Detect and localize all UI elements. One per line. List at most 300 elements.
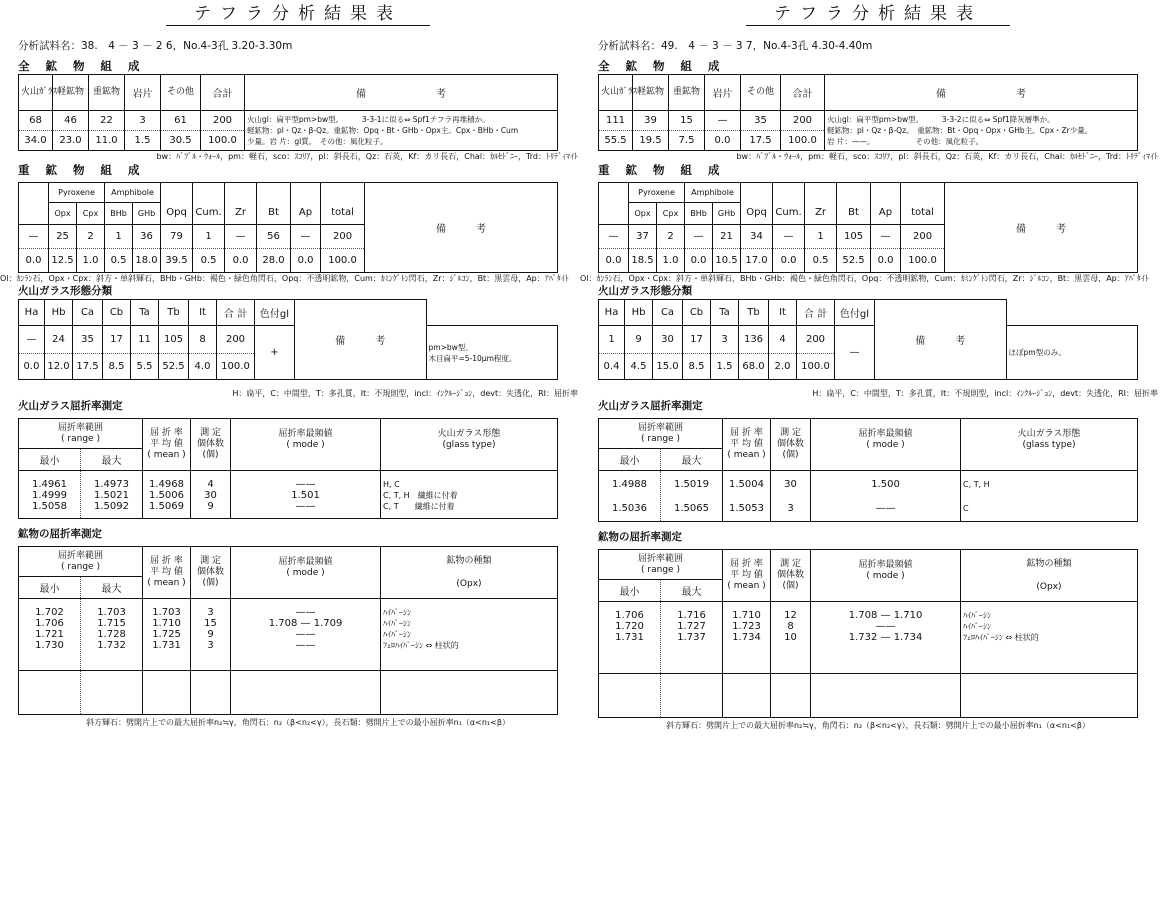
- glass-abbreviation-note: H：扁平，C：中間型，T：多孔質，It：不規則型，incl：ｲﾝｸﾙｰｼﾞｮﾝ，devt：失透化，RI：屈折率: [232, 389, 578, 398]
- value-cell: 1.5: [711, 354, 739, 380]
- empty-cell: [143, 671, 191, 715]
- mineral-ri-table: [598, 549, 1138, 718]
- range-en-label: ( range ): [61, 433, 100, 444]
- value-line: 1.725: [152, 629, 181, 640]
- type-values: [961, 602, 1138, 674]
- min-header: 最小: [599, 580, 661, 602]
- value-line: C, T 繊維に付着: [383, 502, 455, 511]
- header-cell: It: [769, 300, 797, 326]
- right-sheet: [580, 0, 1158, 919]
- value-line: 9: [207, 501, 214, 512]
- value-line: 9: [207, 629, 214, 640]
- footer-note: 斜方輝石：劈開片上での最大屈折率n₂≒γ，角閃石：n₂（β<n₂<γ），長石類：劈開片上での最小屈折率n₁（α<n₁<β）: [666, 721, 1090, 730]
- value-line: 1.732 — 1.734: [848, 632, 923, 643]
- value-line: 1.710: [152, 618, 181, 629]
- value-cell: 18.0: [133, 249, 161, 273]
- mean-values: [143, 471, 191, 519]
- sheet-title: テフラ分析結果表: [18, 4, 578, 26]
- value-line: 30: [204, 490, 217, 501]
- value-line: 1.716: [677, 610, 706, 621]
- value-cell: 46: [53, 111, 89, 131]
- value-cell: 0.5: [805, 249, 837, 273]
- mineral-type-sub: (Opx): [456, 578, 482, 589]
- header-cell: Ta: [131, 300, 159, 326]
- value-line: 10: [784, 632, 797, 643]
- remarks-cell: [245, 111, 558, 151]
- remark-line: 軽鉱物：pl・Qz・β-Qz。 重鉱物：Bt・Opq・Opx・GHb主。Cpx・Zr少量。: [827, 126, 1093, 135]
- value-line: 1.702: [35, 607, 64, 618]
- value-line: 1.708 — 1.709: [268, 618, 343, 629]
- value-line: 1.5036: [612, 503, 647, 514]
- mean-header: 屈 折 率 平 均 値 ( mean ): [723, 419, 771, 471]
- min-values: [599, 602, 661, 674]
- value-cell: 35: [73, 326, 103, 354]
- remark-line: 木目扁平=5-10μm程度。: [428, 353, 517, 363]
- value-line: 8: [787, 621, 794, 632]
- count-header: 測 定 個体数 (個): [771, 550, 811, 602]
- header-cell: total: [901, 183, 945, 225]
- value-line: 1.732: [97, 640, 126, 651]
- header-cell: total: [321, 183, 365, 225]
- value-cell: 22: [89, 111, 125, 131]
- glass-remarks-cell: [426, 326, 558, 380]
- value-line: 1.703: [152, 607, 181, 618]
- value-line: 1.706: [615, 610, 644, 621]
- glass-ri-table: [598, 418, 1138, 522]
- value-line: 1.730: [35, 640, 64, 651]
- value-line: 3: [207, 607, 214, 618]
- value-cell: 61: [161, 111, 201, 131]
- value-line: ——: [875, 503, 896, 514]
- value-cell: 19.5: [633, 131, 669, 151]
- header-cell: BHb: [685, 203, 713, 225]
- header-cell: 備 考: [945, 183, 1138, 273]
- header-cell: Hb: [45, 300, 73, 326]
- header-cell: Opq: [161, 183, 193, 225]
- header-cell: Cb: [103, 300, 131, 326]
- value-line: 1.4988: [612, 479, 647, 490]
- sample-name: 分析試料名：49. 4 － 3 － 3 7，No.4-3孔 4.30-4.40m: [598, 40, 873, 52]
- value-cell: 56: [257, 225, 291, 249]
- value-cell: 30: [653, 326, 683, 354]
- max-values: [81, 599, 143, 671]
- type-values: [381, 471, 558, 519]
- glass-abbreviation-note: H：扁平，C：中間型，T：多孔質，It：不規則型，incl：ｲﾝｸﾙｰｼﾞｮﾝ，devt：失透化，RI：屈折率: [812, 389, 1158, 398]
- value-line: C: [963, 504, 969, 513]
- range-en-label: ( range ): [61, 561, 100, 572]
- min-header: 最小: [19, 577, 81, 599]
- min-header: 最小: [19, 449, 81, 471]
- range-label: 屈折率範囲: [58, 422, 104, 433]
- header-cell: Tb: [739, 300, 769, 326]
- header-cell: Hb: [625, 300, 653, 326]
- count-header: 測 定 個体数 (個): [191, 419, 231, 471]
- header-cell: Ca: [653, 300, 683, 326]
- header-cell: 合 計: [797, 300, 835, 326]
- value-line: 1.721: [35, 629, 64, 640]
- value-cell: 12.5: [49, 249, 77, 273]
- header-cell: 備 考: [875, 300, 1007, 380]
- glass-ri-section-title: 火山ガラス屈折率測定: [598, 400, 703, 412]
- mode-header: 屈折率最頻値 ( mode ): [811, 419, 961, 471]
- value-cell: —: [291, 225, 321, 249]
- value-cell: 0.5: [105, 249, 133, 273]
- value-line: ﾊｲﾊﾟｰｼﾝ: [383, 608, 412, 617]
- header-cell: 岩片: [125, 75, 161, 111]
- value-cell: 200: [321, 225, 365, 249]
- range-header: [19, 547, 143, 577]
- header-cell: Cum.: [773, 183, 805, 225]
- value-line: 1.5021: [94, 490, 129, 501]
- value-line: 1.727: [677, 621, 706, 632]
- header-cell: 火山ｶﾞﾗｽ: [19, 75, 53, 111]
- value-cell: 36: [133, 225, 161, 249]
- value-line: 1.5069: [149, 501, 185, 512]
- header-cell: Ha: [19, 300, 45, 326]
- value-cell: 11: [131, 326, 159, 354]
- value-line: 1.728: [97, 629, 126, 640]
- total-mineral-section-title: 全 鉱 物 組 成: [18, 59, 146, 73]
- mode-values: [231, 599, 381, 671]
- value-cell: 111: [599, 111, 633, 131]
- value-cell: 1: [105, 225, 133, 249]
- value-cell: 0.0: [291, 249, 321, 273]
- value-cell: —: [705, 111, 741, 131]
- total-mineral-table: [18, 74, 558, 151]
- value-line: ——: [295, 501, 316, 512]
- header-cell: 岩片: [705, 75, 741, 111]
- remarks-cell: [825, 111, 1138, 151]
- value-cell: —: [871, 225, 901, 249]
- value-line: 1.500: [871, 479, 900, 490]
- mineral-type-label: 鉱物の種類: [1026, 558, 1072, 569]
- max-values: [81, 471, 143, 519]
- value-line: 1.731: [615, 632, 644, 643]
- glass-ri-section-title: 火山ガラス屈折率測定: [18, 400, 123, 412]
- value-line: 4: [207, 479, 214, 490]
- value-line: 1.501: [291, 490, 320, 501]
- value-cell: 8: [189, 326, 217, 354]
- value-line: ——: [295, 629, 316, 640]
- mean-header: 屈 折 率 平 均 値 ( mean ): [723, 550, 771, 602]
- glass-type-header: 火山ガラス形態 (glass type): [961, 419, 1138, 471]
- value-cell: —: [685, 225, 713, 249]
- value-line: 1.703: [97, 607, 126, 618]
- value-cell: 0.0: [19, 354, 45, 380]
- value-cell: 3: [711, 326, 739, 354]
- count-values: [771, 602, 811, 674]
- range-header: [599, 550, 723, 580]
- value-line: ﾊｲﾊﾟｰｼﾝ: [963, 611, 992, 620]
- mode-values: [231, 471, 381, 519]
- value-cell: 17.0: [741, 249, 773, 273]
- min-header: 最小: [599, 449, 661, 471]
- value-cell: 23.0: [53, 131, 89, 151]
- value-cell: 0.0: [225, 249, 257, 273]
- value-line: 1.723: [732, 621, 761, 632]
- value-cell: 15.0: [653, 354, 683, 380]
- value-cell: 39.5: [161, 249, 193, 273]
- value-line: 1.731: [152, 640, 181, 651]
- value-cell: 200: [217, 326, 255, 354]
- value-cell: 79: [161, 225, 193, 249]
- value-cell: 37: [629, 225, 657, 249]
- value-cell: 1.0: [77, 249, 105, 273]
- value-line: C, T, H 繊維に付着: [383, 491, 458, 500]
- range-label: 屈折率範囲: [638, 553, 684, 564]
- value-line: H, C: [383, 480, 400, 489]
- empty-cell: [961, 674, 1138, 718]
- value-line: 1.4961: [32, 479, 67, 490]
- mean-header: 屈 折 率 平 均 値 ( mean ): [143, 547, 191, 599]
- header-cell: 重鉱物: [89, 75, 125, 111]
- value-cell: 39: [633, 111, 669, 131]
- mineral-type-header: [961, 550, 1138, 602]
- heavy-mineral-section-title: 重 鉱 物 組 成: [18, 163, 146, 177]
- mineral-type-label: 鉱物の種類: [446, 555, 492, 566]
- value-cell: 17.5: [741, 131, 781, 151]
- mode-header: 屈折率最頻値 ( mode ): [231, 419, 381, 471]
- remark-line: 火山gl：扁平型pm>bw型。 3-3-2に似る⇔ Spf1降灰層準か。: [827, 115, 1055, 124]
- value-cell: 28.0: [257, 249, 291, 273]
- value-cell: 0.4: [599, 354, 625, 380]
- value-cell: 0.5: [193, 249, 225, 273]
- glass-type-header: 火山ガラス形態 (glass type): [381, 419, 558, 471]
- header-cell: Bt: [257, 183, 291, 225]
- header-cell: Amphibole: [105, 183, 161, 203]
- value-cell: 1: [805, 225, 837, 249]
- total-mineral-table: [598, 74, 1138, 151]
- range-header: [599, 419, 723, 449]
- max-header: 最大: [661, 580, 723, 602]
- value-cell: —: [773, 225, 805, 249]
- header-cell: 火山ｶﾞﾗｽ: [599, 75, 633, 111]
- empty-cell: [191, 671, 231, 715]
- header-cell: 備 考: [365, 183, 558, 273]
- value-line: 1.715: [97, 618, 126, 629]
- value-cell: 34.0: [19, 131, 53, 151]
- value-cell: 0.0: [773, 249, 805, 273]
- empty-cell: [723, 674, 771, 718]
- value-cell: 0.0: [599, 249, 629, 273]
- empty-cell: [81, 671, 143, 715]
- glass-header-row: [599, 300, 1138, 326]
- header-cell: Cb: [683, 300, 711, 326]
- value-cell: 68.0: [739, 354, 769, 380]
- glass-ri-table: [18, 418, 558, 519]
- mean-values: [143, 599, 191, 671]
- value-line: 3: [207, 640, 214, 651]
- sheet-title: テフラ分析結果表: [598, 4, 1158, 26]
- count-values: [771, 471, 811, 522]
- glass-header-row: [19, 300, 558, 326]
- value-cell: 21: [713, 225, 741, 249]
- value-line: 1.708 — 1.710: [848, 610, 923, 621]
- abbreviation-note: bw：ﾊﾞﾌﾞﾙ・ｳｫｰﾙ，pm：軽石，sco：ｽｺﾘｱ，pl：斜長石，Qz：石英，Kf：カリ長石，Chal：ｶﾙｾﾄﾞﾆｰ，Trd：ﾄﾘﾃﾞｨﾏｲﾄ: [156, 152, 578, 161]
- header-cell: Ap: [291, 183, 321, 225]
- value-line: 1.737: [677, 632, 706, 643]
- heavy-mineral-table: [18, 182, 558, 273]
- value-cell: 9: [625, 326, 653, 354]
- value-cell: 0.0: [685, 249, 713, 273]
- empty-cell: [661, 674, 723, 718]
- colored-glass-cell: —: [835, 326, 875, 380]
- value-cell: 100.0: [201, 131, 245, 151]
- header-cell: Pyroxene: [49, 183, 105, 203]
- value-cell: 34: [741, 225, 773, 249]
- range-en-label: ( range ): [641, 433, 680, 444]
- header-cell: その他: [161, 75, 201, 111]
- value-line: 1.5053: [729, 503, 765, 514]
- glass-remarks-cell: [1006, 326, 1138, 380]
- header-cell: Cpx: [77, 203, 105, 225]
- value-cell: —: [225, 225, 257, 249]
- header-cell: 色付gl: [255, 300, 295, 326]
- colored-glass-cell: +: [255, 326, 295, 380]
- header-cell: 備 考: [245, 75, 558, 111]
- value-cell: 4: [769, 326, 797, 354]
- value-cell: 35: [741, 111, 781, 131]
- header-cell: Cpx: [657, 203, 685, 225]
- max-values: [661, 602, 723, 674]
- value-cell: 4.0: [189, 354, 217, 380]
- value-cell: 2.0: [769, 354, 797, 380]
- value-cell: 0.0: [871, 249, 901, 273]
- value-cell: 2: [657, 225, 685, 249]
- value-cell: —: [19, 326, 45, 354]
- empty-cell: [771, 674, 811, 718]
- header-cell: GHb: [713, 203, 741, 225]
- value-line: ——: [295, 479, 316, 490]
- header-cell: Opq: [741, 183, 773, 225]
- header-cell: 合計: [201, 75, 245, 111]
- remark-line: 軽鉱物：pl・Qz・β-Qz。重鉱物：Opq・Bt・GHb・Opx主。Cpx・BHb・Cum: [247, 126, 519, 135]
- remark-line: pm>bw型。: [428, 342, 473, 352]
- value-cell: 1.0: [657, 249, 685, 273]
- glass-shape-table: [598, 299, 1138, 380]
- value-line: 1.5019: [674, 479, 709, 490]
- value-cell: 200: [901, 225, 945, 249]
- value-cell: 4.5: [625, 354, 653, 380]
- value-cell: 1.5: [125, 131, 161, 151]
- value-line: ﾌｪﾛﾊｲﾊﾟｰｼﾝ ⇔ 柱状的: [963, 633, 1039, 642]
- mineral-ri-section-title: 鉱物の屈折率測定: [598, 531, 682, 543]
- value-cell: 30.5: [161, 131, 201, 151]
- value-cell: 1: [193, 225, 225, 249]
- value-cell: —: [19, 225, 49, 249]
- value-cell: 7.5: [669, 131, 705, 151]
- value-cell: 100.0: [781, 131, 825, 151]
- remark-line: 火山gl：扁平型pm>bw型。 3-3-1に似る⇔ Spf1テフラ再堆積か。: [247, 115, 490, 124]
- value-line: 1.720: [615, 621, 644, 632]
- header-cell: Ap: [871, 183, 901, 225]
- value-cell: 200: [781, 111, 825, 131]
- value-line: C, T, H: [963, 480, 990, 489]
- value-cell: 1: [599, 326, 625, 354]
- value-cell: 3: [125, 111, 161, 131]
- header-cell: It: [189, 300, 217, 326]
- mineral-ri-table: [18, 546, 558, 715]
- empty-cell: [231, 671, 381, 715]
- header-cell: Ha: [599, 300, 625, 326]
- header-cell: Zr: [225, 183, 257, 225]
- value-cell: 52.5: [837, 249, 871, 273]
- remark-line: 少量。岩 片：gl質。 その他：風化粒子。: [247, 137, 388, 146]
- value-cell: 25: [49, 225, 77, 249]
- header-cell: 色付gl: [835, 300, 875, 326]
- value-line: 1.5004: [729, 479, 765, 490]
- value-line: 1.4973: [94, 479, 129, 490]
- value-line: ﾊｲﾊﾟｰｼﾝ: [383, 619, 412, 628]
- max-header: 最大: [661, 449, 723, 471]
- value-line: 1.4968: [149, 479, 185, 490]
- header-cell: 軽鉱物: [633, 75, 669, 111]
- header-cell: Amphibole: [685, 183, 741, 203]
- header-cell: 備 考: [825, 75, 1138, 111]
- value-cell: 0.0: [705, 131, 741, 151]
- abbreviation-note: bw：ﾊﾞﾌﾞﾙ・ｳｫｰﾙ，pm：軽石，sco：ｽｺﾘｱ，pl：斜長石，Qz：石英，Kf：カリ長石，Chal：ｶﾙｾﾄﾞﾆｰ，Trd：ﾄﾘﾃﾞｨﾏｲﾄ: [736, 152, 1158, 161]
- value-cell: 8.5: [683, 354, 711, 380]
- value-line: 1.5065: [674, 503, 709, 514]
- mode-header: 屈折率最頻値 ( mode ): [811, 550, 961, 602]
- header-cell: Zr: [805, 183, 837, 225]
- header-cell: BHb: [105, 203, 133, 225]
- empty-cell: [599, 674, 661, 718]
- glass-shape-table: [18, 299, 558, 380]
- value-cell: 100.0: [901, 249, 945, 273]
- value-line: 1.5058: [32, 501, 67, 512]
- glass-counts-row: [19, 326, 558, 354]
- max-header: 最大: [81, 449, 143, 471]
- mean-header: 屈 折 率 平 均 値 ( mean ): [143, 419, 191, 471]
- heavy-abbreviation-note: Ol：ｶﾝﾗﾝ石，Opx・Cpx：斜方・単斜輝石，BHb・GHb：褐色・緑色角閃石，Opq：不透明鉱物，Cum：ｶﾐﾝｸﾞﾄﾝ閃石，Zr：ｼﾞﾙｺﾝ，Bt：黒雲母，Ap：ｱﾊﾟﾀｲﾄ: [580, 274, 1149, 283]
- value-line: ——: [295, 640, 316, 651]
- value-cell: 15: [669, 111, 705, 131]
- mineral-ri-section-title: 鉱物の屈折率測定: [18, 528, 102, 540]
- heavy-mineral-table: [598, 182, 1138, 273]
- range-label: 屈折率範囲: [638, 422, 684, 433]
- value-cell: 17: [103, 326, 131, 354]
- value-cell: 200: [797, 326, 835, 354]
- mode-values: [811, 471, 961, 522]
- count-header: 測 定 個体数 (個): [191, 547, 231, 599]
- header-cell: その他: [741, 75, 781, 111]
- value-line: 1.710: [732, 610, 761, 621]
- heavy-abbreviation-note: Ol：ｶﾝﾗﾝ石，Opx・Cpx：斜方・単斜輝石，BHb・GHb：褐色・緑色角閃石，Opq：不透明鉱物，Cum：ｶﾐﾝｸﾞﾄﾝ閃石，Zr：ｼﾞﾙｺﾝ，Bt：黒雲母，Ap：ｱﾊﾟﾀｲﾄ: [0, 274, 569, 283]
- value-line: 30: [784, 479, 797, 490]
- header-cell: GHb: [133, 203, 161, 225]
- value-cell: 17: [683, 326, 711, 354]
- count-values: [191, 471, 231, 519]
- mineral-type-sub: (Opx): [1036, 581, 1062, 592]
- left-sheet: [0, 0, 578, 919]
- value-cell: 136: [739, 326, 769, 354]
- value-line: 1.706: [35, 618, 64, 629]
- header-cell: Opx: [49, 203, 77, 225]
- value-cell: 8.5: [103, 354, 131, 380]
- header-cell: 軽鉱物: [53, 75, 89, 111]
- value-cell: 100.0: [217, 354, 255, 380]
- mode-header: 屈折率最頻値 ( mode ): [231, 547, 381, 599]
- empty-cell: [19, 671, 81, 715]
- range-label: 屈折率範囲: [58, 550, 104, 561]
- sample-name: 分析試料名：38. 4 － 3 － 2 6，No.4-3孔 3.20-3.30m: [18, 40, 293, 52]
- value-cell: 55.5: [599, 131, 633, 151]
- header-cell: Ta: [711, 300, 739, 326]
- type-values: [381, 599, 558, 671]
- type-values: [961, 471, 1138, 522]
- max-values: [661, 471, 723, 522]
